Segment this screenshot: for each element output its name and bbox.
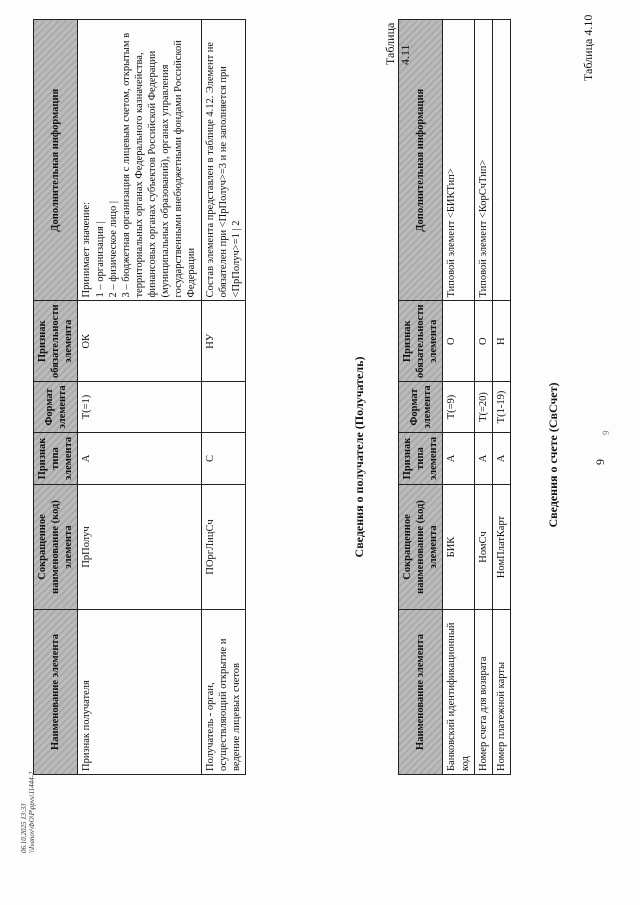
cell: А	[474, 433, 492, 485]
table-header-row	[34, 20, 78, 775]
header-cell: Сокращенное наименование (код) элемента	[399, 485, 443, 610]
footer-path: \\Ivanov\ФО\Р\ppvs\11444-2	[28, 771, 37, 853]
header-cell: Дополнительная информация	[34, 20, 78, 301]
table-row	[201, 20, 245, 775]
cell: НомПлатКарт	[492, 485, 510, 610]
header-cell: Признак обязательности элемента	[34, 301, 78, 382]
cell: Банковский идентификационный код	[443, 610, 474, 775]
cell: НомСч	[474, 485, 492, 610]
cell: Т(=1)	[78, 382, 201, 433]
cell: О	[443, 301, 474, 382]
page-number: 9	[593, 459, 607, 465]
recipient-info-table	[33, 19, 246, 775]
stray-mark: 9	[601, 430, 611, 435]
header-cell: Формат элемента	[34, 382, 78, 433]
header-cell: Сокращенное наименование (код) элемента	[34, 485, 78, 610]
cell: Номер счета для возврата	[474, 610, 492, 775]
footer-timestamp: 06.10.2025 13:33	[20, 803, 28, 853]
cell: Типовой элемент <КорСчТип>	[474, 20, 492, 301]
cell: Т(1-19)	[492, 382, 510, 433]
cell: Т(=9)	[443, 382, 474, 433]
cell: Н	[492, 301, 510, 382]
cell: Признак получателя	[78, 610, 201, 775]
cell: Номер платежной карты	[492, 610, 510, 775]
cell: Принимает значение: 1 – организация | 2 – физическое лицо | 3 – бюджетная организация с лицевым счетом, открытым в территориальных органах Федерального казначейства, финансовых органах субъектов Российской Федерации (муниципальных образований), органах управления государственными внебюджетными фондами Российской Федерации	[78, 20, 201, 301]
cell: НУ	[201, 301, 245, 382]
header-cell: Наименование элемента	[34, 610, 78, 775]
table-row	[78, 20, 201, 775]
header-cell: Наименование элемента	[399, 610, 443, 775]
cell: Состав элемента представлен в таблице 4.12. Элемент не обязателен при <ПрПолуч>=3 и не заполняется при <ПрПолуч>=1 | 2	[201, 20, 245, 301]
header-cell: Формат элемента	[399, 382, 443, 433]
table-row	[474, 20, 492, 775]
table-row	[492, 20, 510, 775]
cell: А	[492, 433, 510, 485]
table-header-row	[399, 20, 443, 775]
cell: Т(=20)	[474, 382, 492, 433]
cell: С	[201, 433, 245, 485]
cell: А	[443, 433, 474, 485]
cell: ПОргЛицСч	[201, 485, 245, 610]
cell: ПрПолуч	[78, 485, 201, 610]
cell: ОК	[78, 301, 201, 382]
table-row	[443, 20, 474, 775]
header-cell: Дополнительная информация	[399, 20, 443, 301]
cell: А	[78, 433, 201, 485]
account-info-table	[398, 19, 511, 775]
cell	[492, 20, 510, 301]
print-footer	[20, 772, 37, 853]
table-caption-4-10: Таблица 4.10	[581, 14, 595, 81]
cell: Получатель - орган, осуществляющий открытие и ведение лицевых счетов	[201, 610, 245, 775]
table-title-svschet: Сведения о счете (СвСчет)	[546, 382, 560, 528]
cell: БИК	[443, 485, 474, 610]
header-cell: Признак обязательности элемента	[399, 301, 443, 382]
table-title-poluchatel: Сведения о получателе (Получатель)	[352, 356, 366, 558]
cell: Типовой элемент <БИКТип>	[443, 20, 474, 301]
cell: О	[474, 301, 492, 382]
cell	[201, 382, 245, 433]
table-caption-4-11: Таблица 4.11	[383, 22, 412, 65]
header-cell: Признак типа элемента	[34, 433, 78, 485]
header-cell: Признак типа элемента	[399, 433, 443, 485]
